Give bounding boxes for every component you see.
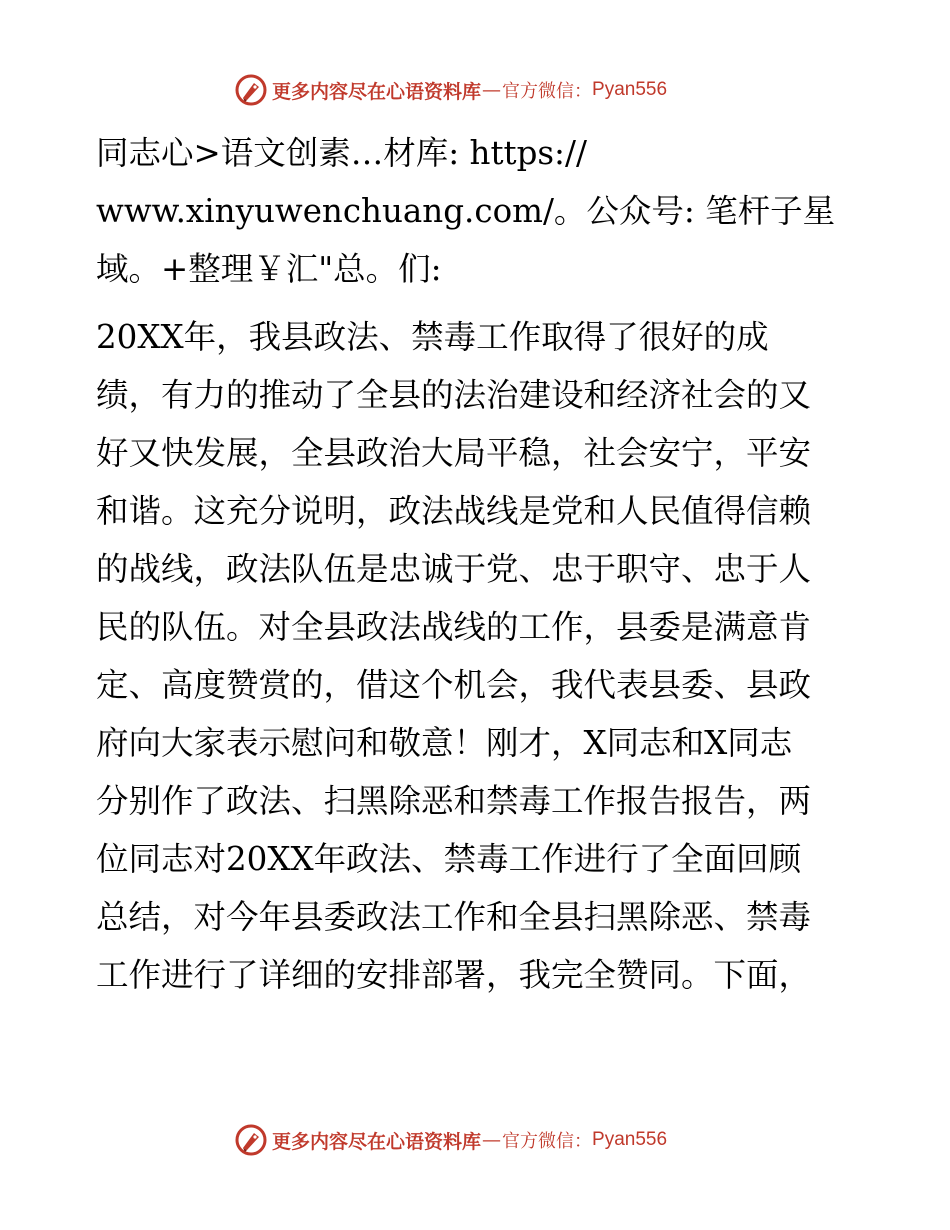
text-line: 域。+整理￥汇"总。们: bbox=[96, 250, 442, 288]
text-line: 和谐。这充分说明，政法战线是党和人民值得信赖 bbox=[96, 492, 812, 530]
watermark-brand: 更多内容尽在心语资料库 bbox=[272, 1130, 482, 1153]
text-line: 总结，对今年县委政法工作和全县扫黑除恶、禁毒 bbox=[96, 898, 812, 936]
text-line: 定、高度赞赏的，借这个机会，我代表县委、县政 bbox=[96, 666, 812, 704]
text-line: 分别作了政法、扫黑除恶和禁毒工作报告报告，两 bbox=[96, 782, 812, 820]
watermark-contact-label: 官方微信： bbox=[502, 81, 593, 102]
text-line: 好又快发展，全县政治大局平稳，社会安宁，平安 bbox=[96, 434, 812, 472]
paragraph-main bbox=[96, 308, 856, 1004]
watermark-wechat-id: Pyan556 bbox=[592, 1129, 668, 1150]
text-line: 位同志对20XX年政法、禁毒工作进行了全面回顾 bbox=[96, 840, 802, 878]
paragraph-intro bbox=[96, 124, 856, 298]
pen-nib-circle-logo-icon bbox=[234, 73, 268, 107]
text-line: 20XX年，我县政法、禁毒工作取得了很好的成 bbox=[96, 318, 769, 356]
pen-nib-circle-logo-icon bbox=[234, 1123, 268, 1157]
text-line: 同志心>语文创素…材库: https:// bbox=[96, 134, 587, 172]
header-watermark bbox=[234, 72, 754, 108]
text-line: 民的队伍。对全县政法战线的工作，县委是满意肯 bbox=[96, 608, 812, 646]
watermark-dash: — bbox=[482, 79, 502, 101]
text-line: 绩，有力的推动了全县的法治建设和经济社会的又 bbox=[96, 376, 812, 414]
text-line: www.xinyuwenchuang.com/。公众号: 笔杆子星 bbox=[96, 192, 836, 230]
document-body bbox=[96, 124, 856, 1004]
watermark-contact-label: 官方微信： bbox=[502, 1131, 593, 1152]
text-line: 工作进行了详细的安排部署，我完全赞同。下面， bbox=[96, 956, 812, 994]
watermark-wechat-id: Pyan556 bbox=[592, 79, 668, 100]
text-line: 府向大家表示慰问和敬意！刚才，X同志和X同志 bbox=[96, 724, 793, 762]
footer-watermark bbox=[234, 1122, 754, 1158]
watermark-dash: — bbox=[482, 1129, 502, 1151]
text-line: 的战线，政法队伍是忠诚于党、忠于职守、忠于人 bbox=[96, 550, 812, 588]
watermark-brand: 更多内容尽在心语资料库 bbox=[272, 80, 482, 103]
